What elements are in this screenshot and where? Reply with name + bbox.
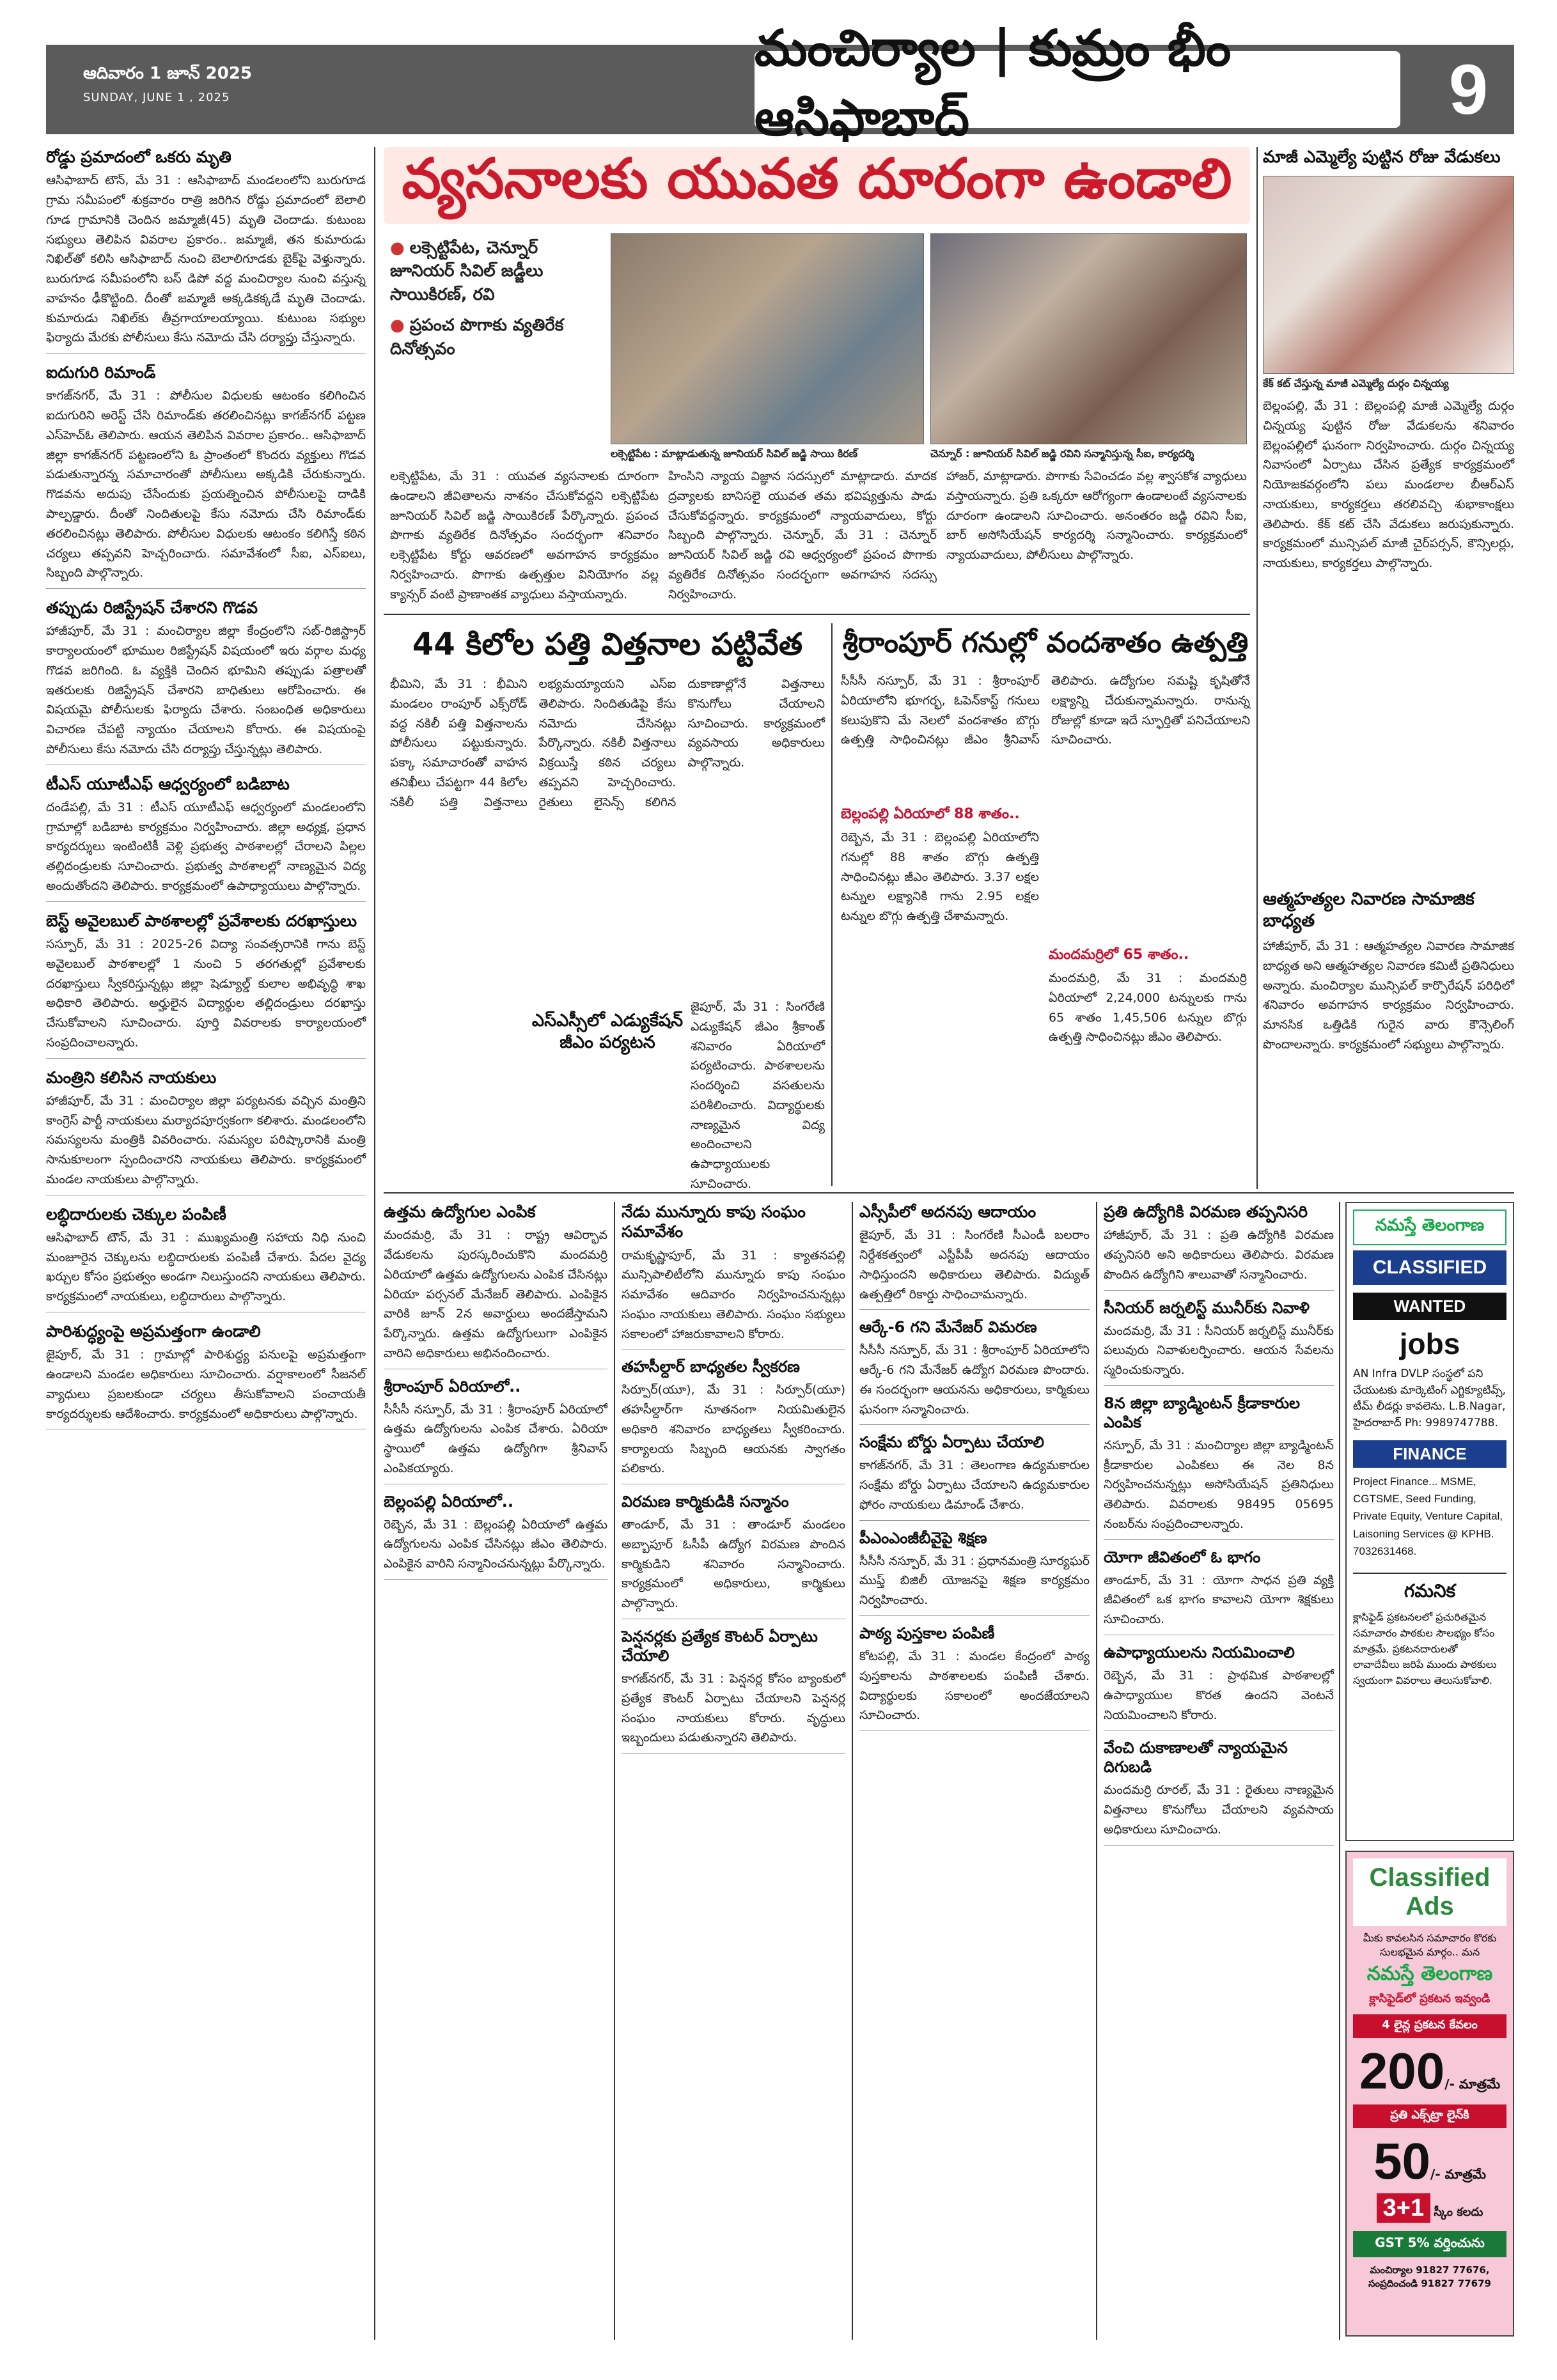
article-headline: ప్రతి ఉద్యోగికి విరమణ తప్పనిసరి: [1104, 1202, 1308, 1221]
c2-brand: నమస్తే తెలంగాణ: [1366, 1962, 1493, 1985]
sub-text: మందమర్రి రూరల్, మే 31 : రైతులు నాణ్యమైన విత్తనాలు కొనుగోలు చేయాలని వ్యవసాయ అధికారులు సూచించారు.: [1104, 1780, 1334, 1845]
article-text: హాజీపూర్, మే 31 : మంచిర్యాల జిల్లా కేంద్రంలోని సబ్-రిజిస్ట్రార్ కార్యాలయంలో భూముల రిజిస్ట్రేషన్ విషయంలో ఇరు వర్గాల మధ్య గొడవ జరిగింది. ఓ వ్యక్తికి చెందిన భూమిని తప్పుడు పత్రాలతో ఇతరులకు రిజిస్ట్రేషన్ చేశారని బాధితులు ఆరోపించారు. ఈ విషయమై పోలీసులకు ఫిర్యాదు చేశారు. సంబంధిత అధికారులు విచారణ చేపట్టి న్యాయం చేయాలని కోరారు. ఈ విషయంపై పోలీసులు కేసు నమోదు చేసి దర్యాప్తు చేస్తున్నట్లు తెలిపారు.: [46, 621, 366, 765]
top-story-text: హాజర్, మాట్లాడారు. పొగాకు సేవించడం వల్ల శ్వాసకోశ వ్యాధులు వస్తాయన్నారు. ప్రతి ఒక్కరూ ఆరోగ్యంగా ఉండాలంటే వ్యసనాలకు దూరంగా ఉండాలని సూచించారు. అనంతరం జడ్జి రవిని సీఐ, బార్ అసోసియేషన్ కార్యదర్శి సన్మానించారు. కార్యక్రమంలో న్యాయవాదులు, పోలీసులు పాల్గొన్నారు.: [946, 469, 1247, 563]
photo-caption: లక్సెట్టిపేట : మాట్లాడుతున్న జూనియర్ సివిల్ జడ్జి సాయి కిరణ్: [611, 447, 857, 460]
brand-name: నమస్తే తెలంగాణ: [1353, 1209, 1506, 1245]
sub-headline: ఆర్కే-6 గని మేనేజర్ విమరణ: [859, 1318, 1037, 1337]
sub-headline: ఎస్ఎస్సీలో ఎడ్యుకేషన్ జీఎం పర్యటన: [531, 1011, 684, 1052]
story-text: హాజీపూర్, మే 31 : ఆత్మహత్యల నివారణ సామాజిక బాధ్యత అని ఆత్మహత్యల నివారణ కమిటీ ప్రతినిధులు అన్నారు. మంచిర్యాల మున్సిపల్ కార్పొరేషన్ పరిధిలో శనివారం అవగాహన కార్యక్రమం నిర్వహించారు. మానసిక ఒత్తిడికి గురైన వారు కౌన్సెలింగ్ పొందాలన్నారు. కార్యక్రమంలో సభ్యులు పాల్గొన్నారు.: [1263, 939, 1514, 1052]
article-headline: నేడు మున్నూరు కాపు సంఘం సమావేశం: [622, 1202, 806, 1241]
offer: 3+1 స్కీం కలదు: [1353, 2195, 1506, 2222]
date-telugu: ఆదివారం 1 జూన్ 2025: [83, 64, 253, 83]
sub-headline: పీఎంఎంజీబీవైపై శిక్షణ: [859, 1528, 987, 1547]
gst-note: GST 5% వర్తించును: [1353, 2231, 1506, 2257]
article-headline: రోడ్డు ప్రమాదంలో ఒకరు మృతి: [46, 148, 231, 166]
sub-text: రెబ్బెన, మే 31 : బెల్లంపల్లి ఏరియాలోని గనుల్లో 88 శాతం బొగ్గు ఉత్పత్తి సాధించినట్లు జీఎం తెలిపారు. 3.37 లక్షల టన్నుల లక్ష్యానికి గాను 2.95 లక్షల టన్నుల బొగ్గు ఉత్పత్తి చేశామన్నారు.: [841, 830, 1039, 924]
sub-headline: 8న జిల్లా బ్యాడ్మింటన్ క్రీడాకారుల ఎంపిక: [1104, 1394, 1301, 1431]
article-text: జైపూర్, మే 31 : గ్రామాల్లో పారిశుద్ధ్య పనులపై అప్రమత్తంగా ఉండాలని మండల అధికారులు సూచించారు. వర్షాకాలంలో సీజనల్ వ్యాధులు ప్రబలకుండా చర్యలు తీసుకోవాలని పంచాయతీ కార్యదర్శులకు ఆదేశించారు. కార్యక్రమంలో అధికారులు పాల్గొన్నారు.: [46, 1345, 366, 1429]
column-divider: [831, 623, 833, 1186]
column-divider: [374, 147, 375, 2340]
top-story-text: లక్సెట్టిపేట, మే 31 : యువత వ్యసనాలకు దూరంగా ఉండాలని జీవితాలను నాశనం చేసుకోవద్దని లక్సెట్టిపేట జూనియర్ సివిల్ జడ్జి సాయికిరణ్ పేర్కొన్నారు. ప్రపంచ పొగాకు వ్యతిరేక దినోత్సవం సందర్భంగా శనివారం లక్సెట్టిపేట కోర్టు ఆవరణలో అవగాహన కార్యక్రమం నిర్వహించారు. పొగాకు ఉత్పత్తుల వినియోగం వల్ల క్యాన్సర్ వంటి ప్రాణాంతక వ్యాధులు వస్తాయన్నారు.: [390, 469, 659, 602]
article-headline: మంత్రిని కలిసిన నాయకులు: [46, 1068, 217, 1087]
sub-headline: తహసీల్దార్ బాధ్యతల స్వీకరణ: [622, 1358, 800, 1376]
top-story-text: హింసిని న్యాయ విజ్ఞాన సదస్సులో మాట్లాడారు. మాదక ద్రవ్యాలకు బానిసలై యువత తమ భవిష్యత్తును పాడు చేసుకోవద్దన్నారు. కార్యక్రమంలో న్యాయవాదులు, కోర్టు సిబ్బంది పాల్గొన్నారు. చెన్నూర్, మే 31 : చెన్నూర్ జూనియర్ సివిల్ జడ్జి రవి ఆధ్వర్యంలో ప్రపంచ పొగాకు వ్యతిరేక దినోత్సవం సందర్భంగా అవగాహన సదస్సు నిర్వహించారు.: [668, 469, 937, 602]
article-text: రామకృష్ణాపూర్, మే 31 : క్యాతనపల్లి మున్సిపాలిటీలోని మున్నూరు కాపు సంఘం సమావేశం ఆదివారం నిర్వహించనున్నట్లు సంఘం నాయకులు తెలిపారు. సంఘం సభ్యులు సకాలంలో హాజరుకావాలని కోరారు.: [622, 1246, 845, 1350]
classified-ad: [1345, 1202, 1514, 1841]
sub-headline: శ్రీరాంపూర్ ఏరియాలో..: [384, 1377, 521, 1396]
sub-text: మందమర్రి, మే 31 : సీనియర్ జర్నలిస్ట్ మునీర్‌కు పలువురు నివాళులర్పించారు. ఆయన సేవలను స్మరించుకున్నారు.: [1104, 1321, 1334, 1386]
classified-rate-ad: [1345, 1851, 1514, 2337]
article-text: హాజీపూర్, మే 31 : మంచిర్యాల జిల్లా పర్యటనకు వచ్చిన మంత్రిని కాంగ్రెస్ పార్టీ నాయకులు మర్యాదపూర్వకంగా కలిశారు. మండలంలోని సమస్యలను మంత్రికి వివరించారు. సమస్యల పరిష్కారానికి మంత్రి సానుకూలంగా స్పందించారని నాయకులు తెలిపారు. కార్యక్రమంలో మండల నాయకులు పాల్గొన్నారు.: [46, 1091, 366, 1195]
article-headline: బెస్ట్ అవైలబుల్ పాఠశాలల్లో ప్రవేశాలకు దరఖాస్తులు: [46, 911, 357, 930]
sub-headline: మందమర్రిలో 65 శాతం..: [1049, 947, 1189, 963]
sub-headline: సీనియర్ జర్నలిస్ట్ మునీర్‌కు నివాళి: [1104, 1298, 1310, 1317]
story-text: భీమిని, మే 31 : భీమిని మండలం రాంపూర్ ఎక్స్‌రోడ్ వద్ద నకిలీ పత్తి విత్తనాలను పోలీసులు పట్టుకున్నారు. పక్కా సమాచారంతో వాహన తనిఖీలు చేపట్టగా 44 కిలోల నకిలీ పత్తి విత్తనాలు లభ్యమయ్యాయని ఎస్‌ఐ తెలిపారు. నిందితుడిపై కేసు నమోదు చేసినట్లు పేర్కొన్నారు. నకిలీ విత్తనాలు విక్రయిస్తే కఠిన చర్యలు తప్పవని హెచ్చరించారు. రైతులు లైసెన్స్ కలిగిన దుకాణాల్లోనే విత్తనాలు కొనుగోలు చేయాలని సూచించారు. కార్యక్రమంలో వ్యవసాయ అధికారులు పాల్గొన్నారు.: [390, 677, 825, 809]
classified-label: CLASSIFIED: [1353, 1250, 1506, 1285]
article-text: సస్పూర్, మే 31 : 2025-26 విద్యా సంవత్సరానికి గాను బెస్ట్ అవైలబుల్ పాఠశాలల్లో 1 నుంచి 5 తరగతుల్లో ప్రవేశాలకు దరఖాస్తులు స్వీకరిస్తున్నట్లు జిల్లా షెడ్యూల్డ్ కులాల అభివృద్ధి శాఖ అధికారి తెలిపారు. అర్హులైన విద్యార్థుల తల్లిదండ్రులు దరఖాస్తు చేసుకోవాలని సూచించారు. పూర్తి వివరాలకు కార్యాలయంలో సంప్రదించాలన్నారు.: [46, 935, 366, 1059]
divider: [384, 1192, 1514, 1194]
sub-text: కోటపల్లి, మే 31 : మండల కేంద్రంలో పాఠ్య పుస్తకాలను పాఠశాలలకు పంపిణీ చేశారు. విద్యార్థులకు సకాలంలో అందజేయాలని సూచించారు.: [859, 1647, 1090, 1731]
sub-text: సిర్పూర్(యూ), మే 31 : సిర్పూర్(యూ) తహసీల్దార్‌గా నూతనంగా నియమితులైన అధికారి శనివారం బాధ్యతలు స్వీకరించారు. కార్యాలయ సిబ్బంది ఆయనకు స్వాగతం పలికారు.: [622, 1380, 845, 1484]
article-headline: పారిశుద్ధ్యంపై అప్రమత్తంగా ఉండాలి: [46, 1321, 261, 1341]
c2-sub: క్లాసిఫైడ్‌లో ప్రకటన ఇవ్వండి: [1369, 1991, 1490, 2005]
date-english: SUNDAY, JUNE 1 , 2025: [83, 91, 230, 104]
article-text: దండేపల్లి, మే 31 : టీఎస్ యూటీఎఫ్ ఆధ్వర్యంలో మండలంలోని గ్రామాల్లో బడిబాట కార్యక్రమం నిర్వహించారు. జిల్లా అధ్యక్ష, ప్రధాన కార్యదర్శులు ఇంటింటికీ వెళ్లి ప్రభుత్వ పాఠశాలల్లో చేరాలని పిల్లల తల్లిదండ్రులకు సూచించారు. ప్రభుత్వ పాఠశాలల్లో నాణ్యమైన విద్య అందుతోందని తెలిపారు. కార్యక్రమంలో ఉపాధ్యాయులు పాల్గొన్నారు.: [46, 798, 366, 902]
sub-headline: వేంచి దుకాణాలతో న్యాయమైన దిగుబడి: [1104, 1739, 1288, 1777]
finance-label: FINANCE: [1353, 1440, 1506, 1468]
top-story-bullets: [390, 237, 601, 361]
sub-headline: పెన్షనర్లకు ప్రత్యేక కౌంటర్ ఏర్పాటు చేయాలి: [622, 1627, 818, 1665]
article-text: జైపూర్, మే 31 : సింగరేణి సీఎండీ బలరాం నిర్దేశకత్వంలో ఎస్టీపీపీ అదనపు ఆదాయం సాధిస్తుందని అధికారులు తెలిపారు. విద్యుత్ ఉత్పత్తిలో రికార్డు సాధించామన్నారు.: [859, 1225, 1090, 1310]
article-text: ఆసిఫాబాద్ టౌన్, మే 31 : ముఖ్యమంత్రి సహాయ నిధి నుంచి మంజూరైన చెక్కులను లబ్ధిదారులకు పంపిణీ చేశారు. పేదల వైద్య ఖర్చుల కోసం ప్రభుత్వం అండగా నిలుస్తుందని నాయకులు తెలిపారు. కార్యక్రమంలో నాయకులు, లబ్ధిదారులు పాల్గొన్నారు.: [46, 1228, 366, 1312]
sub-text: కాగజ్‌నగర్, మే 31 : తెలంగాణ ఉద్యమకారుల సంక్షేమ బోర్డు ఏర్పాటు చేయాలని ఉద్యమకారుల ఫోరం నాయకులు డిమాండ్ చేశారు.: [859, 1456, 1090, 1520]
sub-text: సీసీసీ నస్పూర్, మే 31 : శ్రీరాంపూర్ ఏరియాలో ఉత్తమ ఉద్యోగులను ఎంపిక చేశారు. ఏరియా స్థాయిలో ఉత్తమ ఉద్యోగిగా శ్రీనివాస్ ఎంపికయ్యారు.: [384, 1400, 607, 1484]
row2-column: [1104, 1202, 1334, 2340]
article-headline: లబ్ధిదారులకు చెక్కుల పంపిణీ: [46, 1204, 226, 1224]
finance-text: Project Finance... MSME, CGTSME, Seed Funding, Private Equity, Venture Capital, Laisoning Services @ KPHB. 7032631468.: [1353, 1475, 1503, 1557]
sub-text: సీసీసీ నస్పూర్, మే 31 : శ్రీరాంపూర్ ఏరియాలోని ఆర్కే-6 గని మేనేజర్ ఉద్యోగ విరమణ పొందారు. ఈ సందర్భంగా ఆయనను అధికారులు, కార్మికులు ఘనంగా సన్మానించారు.: [859, 1341, 1090, 1425]
story-text: సీసీసీ నస్పూర్, మే 31 : శ్రీరాంపూర్ ఏరియాలోని భూగర్భ, ఓపెన్‌కాస్ట్ గనులు కలుపుకొని మే నెలలో వందశాతం బొగ్గు ఉత్పత్తి సాధించినట్లు జీఎం శ్రీనివాస్ తెలిపారు. ఉద్యోగుల సమష్టి కృషితోనే లక్ష్యాన్ని చేరుకున్నామన్నారు. రానున్న రోజుల్లో కూడా ఇదే స్ఫూర్తితో పనిచేయాలని సూచించారు.: [841, 674, 1250, 747]
article-text: ఆసిఫాబాద్ టౌన్, మే 31 : ఆసిఫాబాద్ మండలంలోని బురుగూడ గ్రామ సమీపంలో శుక్రవారం రాత్రి జరిగిన రోడ్డు ప్రమాదంలో బెలాలి గూడ గ్రామానికి చెందిన జమ్మాజీ(45) మృతి చెందాడు. కుటుంబ సభ్యులు తెలిపిన వివరాల ప్రకారం.. జమ్మాజీ, తన కుమారుడు నిఖిల్‌తో కలిసి ఆసిఫాబాద్ నుంచి బెలాలిగూడకు బైక్‌పై వెళ్తున్నారు. బురుగూడ సమీపంలోని బస్ డిపో వద్ద మంచిర్యాల నుంచి వస్తున్న వాహనం ఢీకొట్టింది. దీంతో జమ్మాజీ అక్కడికక్కడే మృతి చెందాడు. కుమారుడు నిఖిల్‌కు తీవ్రగాయాలయ్యాయి. కుటుంబ సభ్యుల ఫిర్యాదు మేరకు పోలీసులు కేసు నమోదు చేసి దర్యాప్తు చేస్తున్నారు.: [46, 171, 366, 354]
sub-headline: బెల్లంపల్లి ఏరియాలో 88 శాతం..: [841, 806, 1020, 822]
c2-text: మీకు కావలసిన సమాచారం కొరకు సులభమైన మార్గం.. మన: [1363, 1932, 1497, 1959]
sub-text: సీసీసీ నస్పూర్, మే 31 : ప్రధానమంత్రి సూర్యఘర్ ముఫ్త్ బిజిలీ యోజనపై శిక్షణ కార్యక్రమం నిర్వహించారు.: [859, 1552, 1090, 1616]
wanted-text: AN Infra DVLP సంస్థలో పని చేయుటకు మార్కెటింగ్ ఎగ్జిక్యూటివ్స్, టీమ్ లీడర్లు కావలెను. L.B.Nagar, హైదరాబాద్ Ph: 9989747788.: [1353, 1367, 1506, 1429]
column-left: [46, 147, 366, 2333]
price1-label: 4 లైన్ల ప్రకటన కేవలం: [1353, 2014, 1506, 2038]
sub-text: రెబ్బెన, మే 31 : ప్రాథమిక పాఠశాలల్లో ఉపాధ్యాయుల కొరత ఉందని వెంటనే నియమించాలని కోరారు.: [1104, 1666, 1334, 1731]
story-headline: 44 కిలోల పత్తి విత్తనాల పట్టివేత: [412, 626, 803, 662]
price2-label: ప్రతి ఎక్స్‌ట్రా లైన్‌కి: [1353, 2104, 1506, 2128]
page-title: మంచిర్యాల | కుమ్రం భీం ఆసిఫాబాద్: [755, 51, 1400, 128]
photo-caption: చెన్నూర్ : జూనియర్ సివిల్ జడ్జి రవిని సన్మానిస్తున్న సీఐ, కార్యదర్శి: [930, 447, 1194, 460]
article-text: హాజీపూర్, మే 31 : ప్రతి ఉద్యోగికి విరమణ తప్పనిసరి అని అధికారులు తెలిపారు. విరమణ పొందిన ఉద్యోగిని శాలువాతో సన్మానించారు.: [1104, 1225, 1334, 1290]
sub-headline: సంక్షేమ బోర్డు ఏర్పాటు చేయాలి: [859, 1433, 1044, 1452]
column-divider: [1256, 147, 1258, 1189]
story-text: బెల్లంపల్లి, మే 31 : బెల్లంపల్లి మాజీ ఎమ్మెల్యే దుర్గం చిన్నయ్య పుట్టిన రోజు వేడుకలను శనివారం బెల్లంపల్లిలో ఘనంగా నిర్వహించారు. దుర్గం చిన్నయ్య నివాసంలో ఏర్పాటు చేసిన ప్రత్యేక కార్యక్రమంలో నియోజకవర్గంలోని పలు మండలాల బీఆర్ఎస్ నాయకులు, కార్యకర్తలు తరలివచ్చి శుభాకాంక్షలు తెలిపారు. కేక్ కట్ చేసి వేడుకలు జరుపుకున్నారు. కార్యక్రమంలో మున్సిపల్ మాజీ చైర్‌పర్సన్, కౌన్సిలర్లు, నాయకులు, కార్యకర్తలు పాల్గొన్నారు.: [1263, 399, 1514, 571]
article-headline: టీఎస్ యూటీఎఫ్ ఆధ్వర్యంలో బడిబాట: [46, 774, 290, 793]
article-headline: ఐదుగురి రిమాండ్: [46, 363, 156, 382]
price2: 50/- మాత్రమే: [1373, 2132, 1486, 2189]
wanted-label: WANTED: [1353, 1293, 1506, 1320]
sub-text: నస్పూర్, మే 31 : మంచిర్యాల జిల్లా బ్యాడ్మింటన్ క్రీడాకారుల ఎంపికలు ఈ నెల 8న నిర్వహించనున్నట్లు అసోసియేషన్ ప్రతినిధులు తెలిపారు. వివరాలకు 98495 05695 నంబర్‌ను సంప్రదించాలన్నారు.: [1104, 1436, 1334, 1540]
divider: [384, 614, 1250, 615]
sub-headline: ఆత్మహత్యల నివారణ సామాజిక బాధ్యత: [1263, 889, 1475, 931]
photo-caption: కేక్ కట్ చేస్తున్న మాజీ ఎమ్మెల్యే దుర్గం చిన్నయ్య: [1263, 377, 1449, 389]
page-number: 9: [1448, 50, 1489, 129]
price1: 200/- మాత్రమే: [1359, 2042, 1501, 2099]
top-story-headline: వ్యసనాలకు యువత దూరంగా ఉండాలి: [384, 147, 1250, 224]
notice-heading: గమనిక: [1353, 1573, 1506, 1606]
sub-text: మందమర్రి, మే 31 : మందమర్రి ఏరియాలో 2,24,000 టన్నులకు గాను 65 శాతం 1,45,506 టన్నుల బొగ్గు ఉత్పత్తి సాధించినట్లు జీఎం తెలిపారు.: [1049, 971, 1247, 1045]
sub-headline: ఉపాధ్యాయులను నియమించాలి: [1104, 1643, 1295, 1661]
sub-headline: పాఠ్య పుస్తకాల పంపిణీ: [859, 1624, 995, 1642]
photo-birthday: [1263, 176, 1514, 374]
sub-headline: బెల్లంపల్లి ఏరియాలో..: [384, 1492, 513, 1511]
article-headline: ఎస్సీపీలో అదనపు ఆదాయం: [859, 1202, 1037, 1221]
sub-text: తాండూర్, మే 31 : తాండూర్ మండలం అబ్బాపూర్ ఓసీపీ ఉద్యోగ విరమణ పొందిన కార్మికుడిని శనివారం సన్మానించారు. కార్యక్రమంలో అధికారులు, కార్మికులు పాల్గొన్నారు.: [622, 1515, 845, 1619]
column-divider: [1096, 1202, 1097, 2340]
contact-number: మంచిర్యాల 91827 77676, సంప్రదించండి 91827 77679: [1368, 2264, 1491, 2289]
story-headline: శ్రీరాంపూర్ గనుల్లో వందశాతం ఉత్పత్తి: [842, 626, 1249, 659]
article-text: మందమర్రి, మే 31 : రాష్ట్ర ఆవిర్భావ వేడుకలను పురస్కరించుకొని మందమర్రి ఏరియాలో ఉత్తమ ఉద్యోగులను ఎంపిక చేసినట్లు ఏరియా పర్సనల్ మేనేజర్ తెలిపారు. ఎంపికైన వారికి జూన్ 2న అవార్డులు అందజేస్తామని పేర్కొన్నారు. ఉత్తమ ఉద్యోగులుగా ఎంపికైన వారిని అధికారులు అభినందించారు.: [384, 1225, 607, 1369]
column-divider: [614, 1202, 615, 2340]
sub-headline: విరమణ కార్మికుడికి సన్మానం: [622, 1493, 789, 1511]
row2-column: [859, 1202, 1090, 2340]
sub-headline: యోగా జీవితంలో ఓ భాగం: [1104, 1548, 1261, 1566]
row2-column: [384, 1202, 607, 2340]
article-headline: తప్పుడు రిజిస్ట్రేషన్ చేశారని గొడవ: [46, 598, 258, 618]
sub-text: తాండూర్, మే 31 : యోగా సాధన ప్రతి వ్యక్తి జీవితంలో ఒక భాగం కావాలని యోగా శిక్షకులు సూచించారు.: [1104, 1571, 1334, 1635]
column-divider: [852, 1202, 853, 2340]
classified-ads-logo: Classified Ads: [1353, 1858, 1506, 1926]
column-divider: [1339, 1202, 1340, 2340]
date-block: [83, 64, 252, 104]
row2-column: [622, 1202, 845, 2340]
bullet-item: ● లక్సెట్టిపేట, చెన్నూర్ జూనియర్ సివిల్ జడ్జీలు సాయికిరణ్, రవి: [390, 238, 544, 304]
jobs-logo: jobs: [1399, 1327, 1460, 1360]
notice-text: క్లాసిఫైడ్ ప్రకటనలలో ప్రచురితమైన సమాచారం పాఠకుల సౌలభ్యం కోసం మాత్రమే. ప్రకటనదారులతో లావాదేవీలు జరిపే ముందు పాఠకులు స్వయంగా వివరాలు తెలుసుకోవాలి.: [1353, 1610, 1497, 1687]
sub-text: జైపూర్, మే 31 : సింగరేణి ఎడ్యుకేషన్ జీఎం శ్రీకాంత్ శనివారం ఏరియాలో పర్యటించారు. పాఠశాలలను సందర్శించి వసతులను పరిశీలించారు. విద్యార్థులకు నాణ్యమైన విద్య అందించాలని ఉపాధ్యాయులకు సూచించారు.: [691, 1000, 825, 1191]
sub-headline: మాజీ ఎమ్మెల్యే పుట్టిన రోజు వేడుకలు: [1263, 148, 1501, 167]
sub-text: కాగజ్‌నగర్, మే 31 : పెన్షనర్ల కోసం బ్యాంకులో ప్రత్యేక కౌంటర్ ఏర్పాటు చేయాలని పెన్షనర్ల సంఘం నాయకులు కోరారు. వృద్ధులు ఇబ్బందులు పడుతున్నారని తెలిపారు.: [622, 1669, 845, 1754]
sub-text: రెబ్బెన, మే 31 : బెల్లంపల్లి ఏరియాలో ఉత్తమ ఉద్యోగులను ఎంపిక చేసినట్లు జీఎం తెలిపారు. ఎంపికైన వారిని సన్మానించనున్నట్లు పేర్కొన్నారు.: [384, 1515, 607, 1580]
article-text: కాగజ్‌నగర్, మే 31 : పోలీసుల విధులకు ఆటంకం కలిగించిన ఐదుగురిని అరెస్ట్ చేసి రిమాండ్‌కు తరలించినట్లు కాగజ్‌నగర్ పట్టణ ఎస్‌హెచ్‌ఓ తెలిపారు. ఆయన తెలిపిన వివరాల ప్రకారం.. ఆసిఫాబాద్ జిల్లా కాగజ్‌నగర్ పట్టణంలోని ఓ ప్రాంతంలో కొందరు వ్యక్తులు గొడవ పడుతున్నారన్న సమాచారంతో పోలీసులు అక్కడికి చేరుకున్నారు. గొడవను అదుపు చేసేందుకు ప్రయత్నించిన పోలీసులపై దాడికి పాల్పడ్డారు. దీంతో నిందితులపై కేసు నమోదు చేసి రిమాండ్‌కు తరలించినట్లు తెలిపారు. పోలీసుల విధులకు ఆటంకం కలిగిస్తే కఠిన చర్యలు తప్పవని హెచ్చరించారు. సమావేశంలో సీఐ, ఎస్‌ఐలు, సిబ్బంది పాల్గొన్నారు.: [46, 386, 366, 589]
article-headline: ఉత్తమ ఉద్యోగుల ఎంపిక: [384, 1202, 536, 1221]
photo-chennur: [930, 233, 1247, 444]
bullet-item: ● ప్రపంచ పొగాకు వ్యతిరేక దినోత్సవం: [390, 316, 564, 359]
photo-laxettipet: [611, 233, 924, 444]
